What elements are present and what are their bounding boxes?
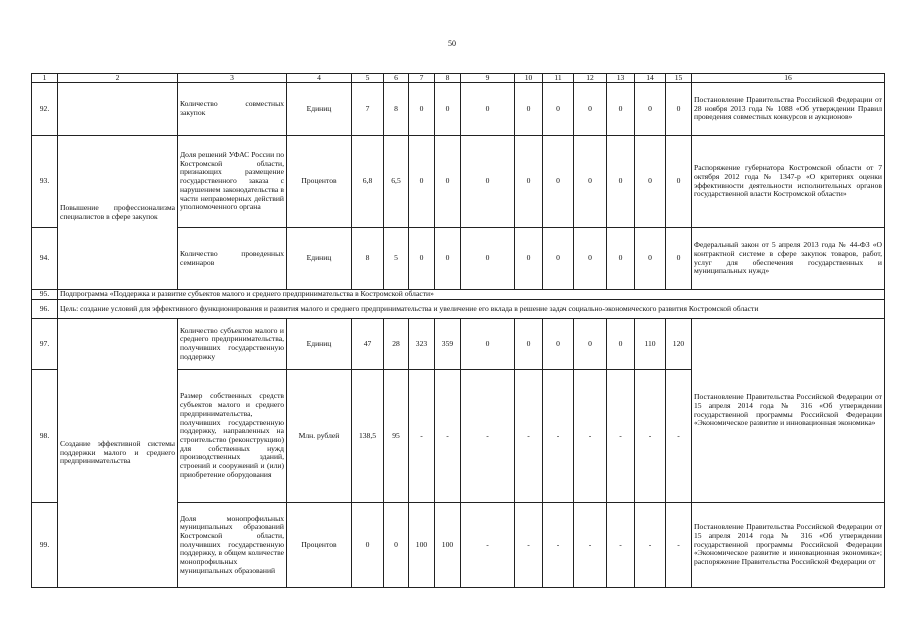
value-cell: - (666, 370, 692, 503)
value-cell: - (574, 370, 607, 503)
value-cell: 0 (384, 503, 409, 588)
document-basis: Постановление Правительства Российской Федерации от 15 апреля 2014 года № 316 «Об утверждении государственной программы Российской Федерации «Экономическое развитие и инновационная экономика» (692, 319, 885, 503)
row-number: 92. (32, 83, 58, 136)
value-cell: 0 (352, 503, 384, 588)
value-cell: 110 (635, 319, 666, 370)
value-cell: 28 (384, 319, 409, 370)
value-cell: 7 (352, 83, 384, 136)
value-cell: - (515, 370, 543, 503)
document-basis: Распоряжение губернатора Костромской области от 7 октября 2012 года № 1347-р «О критериях оценки эффективности деятельности исполнительных органов государственной власти Костромской области» (692, 136, 885, 228)
value-cell: 138,5 (352, 370, 384, 503)
document-basis: Постановление Правительства Российской Федерации от 15 апреля 2014 года № 316 «Об утверждении государственной программы Российской Федерации «Экономическое развитие и инновационная экономика»; распоряжение Правительства Российской Федерации от (692, 503, 885, 588)
value-cell: 0 (461, 228, 515, 290)
row-number: 96. (32, 300, 58, 319)
value-cell: 0 (543, 228, 574, 290)
value-cell: 0 (574, 228, 607, 290)
header-cell: 10 (515, 74, 543, 83)
value-cell: 0 (435, 83, 461, 136)
value-cell: 0 (515, 136, 543, 228)
task-cell (58, 83, 178, 136)
header-cell: 13 (607, 74, 635, 83)
row-number: 95. (32, 290, 58, 300)
document-basis: Постановление Правительства Российской Федерации от 28 ноября 2013 года № 1088 «Об утверждении Правил проведения совместных конкурсов и аукционов» (692, 83, 885, 136)
value-cell: - (635, 503, 666, 588)
value-cell: 0 (607, 228, 635, 290)
header-cell: 1 (32, 74, 58, 83)
value-cell: 359 (435, 319, 461, 370)
unit-cell: Процентов (287, 136, 352, 228)
header-cell: 15 (666, 74, 692, 83)
value-cell: 0 (461, 319, 515, 370)
value-cell: 47 (352, 319, 384, 370)
table-row (32, 300, 885, 319)
value-cell: - (461, 370, 515, 503)
value-cell: 0 (666, 136, 692, 228)
value-cell: 0 (607, 83, 635, 136)
value-cell: - (543, 503, 574, 588)
value-cell: 0 (409, 136, 435, 228)
value-cell: 0 (574, 319, 607, 370)
header-cell: 5 (352, 74, 384, 83)
header-cell: 12 (574, 74, 607, 83)
header-cell: 16 (692, 74, 885, 83)
value-cell: 0 (635, 83, 666, 136)
column-number-row (32, 74, 885, 83)
indicator-name: Количество проведенных семинаров (178, 228, 287, 290)
value-cell: 0 (666, 83, 692, 136)
header-cell: 4 (287, 74, 352, 83)
value-cell: 95 (384, 370, 409, 503)
value-cell: 0 (435, 136, 461, 228)
value-cell: - (607, 503, 635, 588)
header-cell: 7 (409, 74, 435, 83)
value-cell: 100 (409, 503, 435, 588)
unit-cell: Процентов (287, 503, 352, 588)
row-number: 94. (32, 228, 58, 290)
task-name: Создание эффективной системы поддержки малого и среднего предпринимательства (58, 319, 178, 588)
table-row (32, 319, 885, 370)
header-cell: 14 (635, 74, 666, 83)
value-cell: 0 (635, 228, 666, 290)
value-cell: - (543, 370, 574, 503)
value-cell: - (409, 370, 435, 503)
value-cell: 6,5 (384, 136, 409, 228)
indicators-table (31, 73, 885, 588)
header-cell: 11 (543, 74, 574, 83)
value-cell: 0 (574, 136, 607, 228)
value-cell: 100 (435, 503, 461, 588)
value-cell: 6,8 (352, 136, 384, 228)
value-cell: 0 (635, 136, 666, 228)
value-cell: 8 (352, 228, 384, 290)
value-cell: 323 (409, 319, 435, 370)
goal-text: Цель: создание условий для эффективного функционирования и развития малого и среднего предпринимательства и увеличение его вклада в решение задач социально-экономического развития Костромской области (58, 300, 885, 319)
table-row (32, 83, 885, 136)
task-name: Повышение профессионализма специалистов в сфере закупок (58, 136, 178, 290)
indicator-name: Количество совместных закупок (178, 83, 287, 136)
value-cell: 0 (409, 228, 435, 290)
value-cell: 0 (543, 83, 574, 136)
subprogram-title: Подпрограмма «Поддержка и развитие субъектов малого и среднего предпринимательства в Костромской области» (58, 290, 885, 300)
value-cell: - (635, 370, 666, 503)
row-number: 99. (32, 503, 58, 588)
value-cell: - (435, 370, 461, 503)
header-cell: 2 (58, 74, 178, 83)
row-number: 93. (32, 136, 58, 228)
value-cell: - (666, 503, 692, 588)
header-cell: 3 (178, 74, 287, 83)
row-number: 98. (32, 370, 58, 503)
unit-cell: Млн. рублей (287, 370, 352, 503)
value-cell: 0 (461, 136, 515, 228)
indicator-name: Размер собственных средств субъектов малого и среднего предпринимательства, получивших государственную поддержку, направленных на строительство (реконструкцию) для собственных нужд производственных зданий, строений и сооружений и (или) приобретение оборудования (178, 370, 287, 503)
document-basis: Федеральный закон от 5 апреля 2013 года № 44-ФЗ «О контрактной системе в сфере закупок товаров, работ, услуг для обеспечения государственных и муниципальных нужд» (692, 228, 885, 290)
value-cell: 0 (515, 228, 543, 290)
value-cell: 0 (515, 319, 543, 370)
header-cell: 9 (461, 74, 515, 83)
unit-cell: Единиц (287, 319, 352, 370)
value-cell: 0 (435, 228, 461, 290)
header-cell: 6 (384, 74, 409, 83)
value-cell: 0 (666, 228, 692, 290)
header-cell: 8 (435, 74, 461, 83)
table-row (32, 290, 885, 300)
value-cell: 0 (607, 136, 635, 228)
value-cell: - (574, 503, 607, 588)
indicator-name: Доля монопрофильных муниципальных образований Костромской области, получивших государственную поддержку, в общем количестве монопрофильных муниципальных образований (178, 503, 287, 588)
indicator-name: Доля решений УФАС России по Костромской области, признающих размещение государственного заказа с нарушением законодательства в части неправомерных действий уполномоченного органа (178, 136, 287, 228)
value-cell: - (515, 503, 543, 588)
value-cell: 120 (666, 319, 692, 370)
value-cell: 0 (543, 136, 574, 228)
value-cell: 0 (543, 319, 574, 370)
value-cell: - (607, 370, 635, 503)
indicator-name: Количество субъектов малого и среднего предпринимательства, получивших государственную поддержку (178, 319, 287, 370)
value-cell: 0 (461, 83, 515, 136)
value-cell: 0 (409, 83, 435, 136)
value-cell: 0 (574, 83, 607, 136)
value-cell: - (461, 503, 515, 588)
value-cell: 0 (607, 319, 635, 370)
unit-cell: Единиц (287, 228, 352, 290)
value-cell: 8 (384, 83, 409, 136)
value-cell: 0 (515, 83, 543, 136)
row-number: 97. (32, 319, 58, 370)
value-cell: 5 (384, 228, 409, 290)
unit-cell: Единиц (287, 83, 352, 136)
table-row (32, 136, 885, 228)
page-number: 50 (448, 39, 456, 48)
